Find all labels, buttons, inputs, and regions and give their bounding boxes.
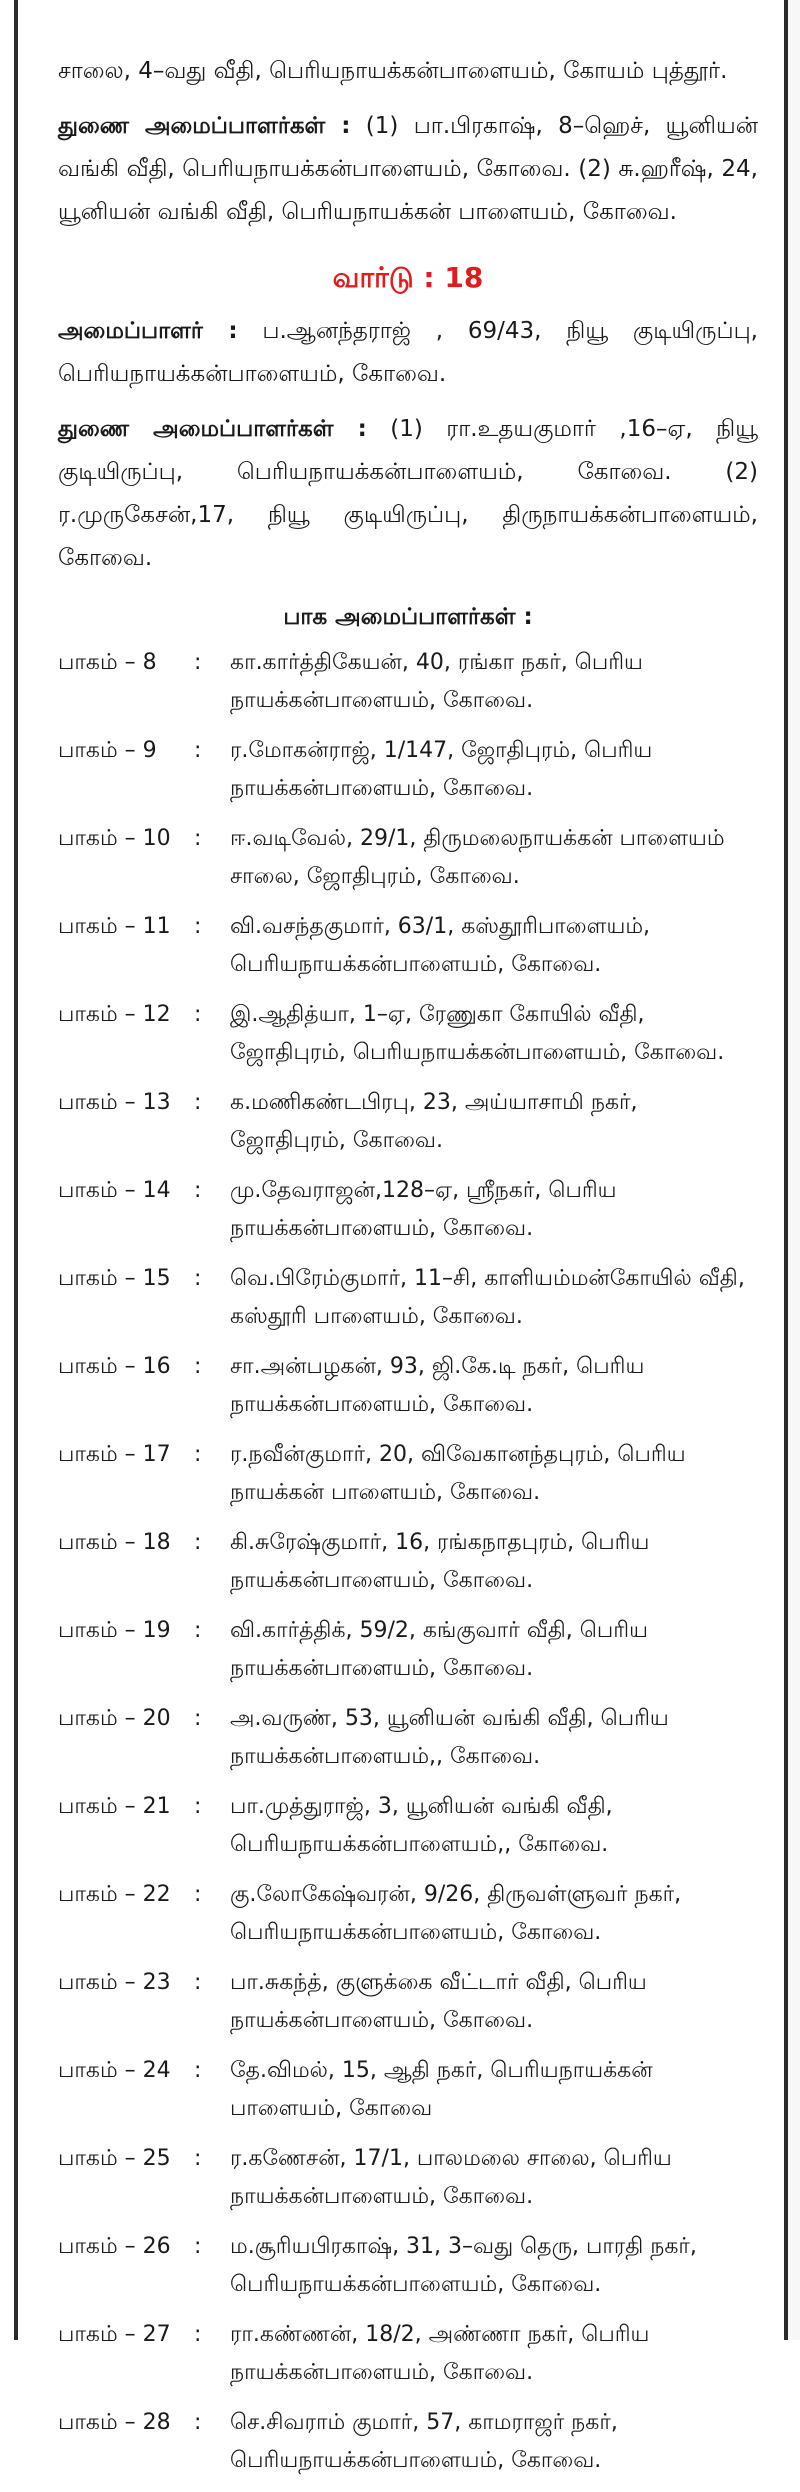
booth-entry [58, 1876, 758, 1952]
booth-entry [58, 2140, 758, 2216]
booth-number: பாகம் – 18 [58, 1530, 171, 1555]
ward17-deputies-text: (1) பா.பிரகாஷ், 8–ஹெச், யூனியன் வங்கி வீதி, பெரியநாயக்கன்பாளையம், கோவை. (2) சு.ஹரீஷ், 24, யூனியன் வங்கி வீதி, பெரியநாயக்கன் பாளையம், கோவை. [58, 113, 758, 225]
booth-address: வி.வசந்தகுமார், 63/1, கஸ்தூரிபாளையம், பெரியநாயக்கன்பாளையம், கோவை. [230, 914, 651, 977]
ward-heading: வார்டு : 18 [332, 261, 484, 294]
booth-colon: : [194, 1530, 202, 1555]
booth-number: பாகம் – 17 [58, 1442, 171, 1467]
booth-address: ம.சூரியபிரகாஷ், 31, 3–வது தெரு, பாரதி நகர், பெரியநாயக்கன்பாளையம், கோவை. [230, 2234, 697, 2297]
booth-entry [58, 2316, 758, 2392]
booth-colon: : [194, 1354, 202, 1379]
booth-address: ஈ.வடிவேல், 29/1, திருமலைநாயக்கன் பாளையம் சாலை, ஜோதிபுரம், கோவை. [230, 826, 725, 889]
right-margin-rule [784, 0, 800, 2340]
booth-entry [58, 1700, 758, 1776]
deputies-paragraph [58, 408, 758, 580]
booth-number: பாகம் – 26 [58, 2234, 171, 2259]
booth-colon: : [194, 2146, 202, 2171]
booth-address: இ.ஆதித்யா, 1–ஏ, ரேணுகா கோயில் வீதி, ஜோதிபுரம், பெரியநாயக்கன்பாளையம், கோவை. [230, 1002, 725, 1065]
deputies-text: (1) ரா.உதயகுமார் ,16–ஏ, நியூ குடியிருப்பு, பெரியநாயக்கன்பாளையம், கோவை. (2) ர.முருகேசன்,17, நியூ குடியிருப்பு, திருநாயக்கன்பாளையம், கோவை. [58, 416, 758, 571]
booth-address: ர.மோகன்ராஜ், 1/147, ஜோதிபுரம், பெரிய நாயக்கன்பாளையம், கோவை. [230, 738, 653, 801]
booth-colon: : [194, 738, 202, 763]
booth-address: அ.வருண், 53, யூனியன் வங்கி வீதி, பெரிய நாயக்கன்பாளையம்,, கோவை. [230, 1706, 669, 1769]
organizer-label: அமைப்பாளர் : [58, 318, 238, 344]
booth-address: சா.அன்பழகன், 93, ஜி.கே.டி நகர், பெரிய நாயக்கன்பாளையம், கோவை. [230, 1354, 645, 1417]
booth-entry [58, 1260, 758, 1336]
ward17-deputies-paragraph [58, 105, 758, 234]
booth-organizers-heading: பாக அமைப்பாளர்கள் : [283, 604, 533, 630]
booth-colon: : [194, 1266, 202, 1291]
booth-address: கு.லோகேஷ்வரன், 9/26, திருவள்ளுவர் நகர், பெரியநாயக்கன்பாளையம், கோவை. [230, 1882, 682, 1945]
booth-number: பாகம் – 11 [58, 914, 171, 939]
booth-number: பாகம் – 13 [58, 1090, 171, 1115]
booth-address: வி.கார்த்திக், 59/2, கங்குவார் வீதி, பெரிய நாயக்கன்பாளையம், கோவை. [230, 1618, 648, 1681]
booth-entry [58, 996, 758, 1072]
booth-colon: : [194, 1618, 202, 1643]
booth-colon: : [194, 2234, 202, 2259]
booth-entry [58, 1612, 758, 1688]
booth-address: ர.கணேசன், 17/1, பாலமலை சாலை, பெரிய நாயக்கன்பாளையம், கோவை. [230, 2146, 672, 2209]
booth-colon: : [194, 1178, 202, 1203]
booth-colon: : [194, 650, 202, 675]
booth-entry [58, 644, 758, 720]
booth-colon: : [194, 1970, 202, 1995]
booth-colon: : [194, 1882, 202, 1907]
booth-entry [58, 2052, 758, 2128]
booth-entry [58, 1788, 758, 1864]
booth-colon: : [194, 1794, 202, 1819]
ward17-deputies-label: துணை அமைப்பாளர்கள் : [58, 113, 351, 139]
booth-number: பாகம் – 23 [58, 1970, 171, 1995]
booth-address: ர.நவீன்குமார், 20, விவேகானந்தபுரம், பெரிய நாயக்கன் பாளையம், கோவை. [230, 1442, 686, 1505]
document-content [58, 0, 758, 2492]
booth-entry [58, 908, 758, 984]
booth-number: பாகம் – 14 [58, 1178, 171, 1203]
intro-paragraph: சாலை, 4–வது வீதி, பெரியநாயக்கன்பாளையம், கோயம் புத்தூர். [58, 58, 728, 84]
booth-number: பாகம் – 20 [58, 1706, 171, 1731]
booth-colon: : [194, 2322, 202, 2347]
booth-colon: : [194, 1442, 202, 1467]
booth-address: பா.முத்துராஜ், 3, யூனியன் வங்கி வீதி, பெரியநாயக்கன்பாளையம்,, கோவை. [230, 1794, 613, 1857]
booth-address: ரா.கண்ணன், 18/2, அண்ணா நகர், பெரிய நாயக்கன்பாளையம், கோவை. [230, 2322, 650, 2385]
booth-number: பாகம் – 27 [58, 2322, 171, 2347]
booth-entry [58, 820, 758, 896]
booth-number: பாகம் – 21 [58, 1794, 171, 1819]
booth-entry [58, 2404, 758, 2480]
booth-colon: : [194, 1090, 202, 1115]
organizer-paragraph [58, 310, 758, 396]
booth-number: பாகம் – 16 [58, 1354, 171, 1379]
booth-number: பாகம் – 12 [58, 1002, 171, 1027]
booth-entry [58, 1084, 758, 1160]
booth-colon: : [194, 2410, 202, 2435]
booth-number: பாகம் – 15 [58, 1266, 171, 1291]
booth-address: வெ.பிரேம்குமார், 11–சி, காளியம்மன்கோயில் வீதி, கஸ்தூரி பாளையம், கோவை. [230, 1266, 745, 1329]
booth-entry [58, 732, 758, 808]
booth-entry [58, 1436, 758, 1512]
booth-address: பா.சுகந்த், குளுக்கை வீட்டார் வீதி, பெரிய நாயக்கன்பாளையம், கோவை. [230, 1970, 647, 2033]
booth-number: பாகம் – 22 [58, 1882, 171, 1907]
booth-number: பாகம் – 19 [58, 1618, 171, 1643]
booth-entry [58, 1172, 758, 1248]
booth-entry [58, 1348, 758, 1424]
booth-address: செ.சிவராம் குமார், 57, காமராஜர் நகர், பெரியநாயக்கன்பாளையம், கோவை. [230, 2410, 618, 2473]
booth-address: தே.விமல், 15, ஆதி நகர், பெரியநாயக்கன் பாளையம், கோவை [230, 2058, 653, 2121]
booth-colon: : [194, 1706, 202, 1731]
booth-address: மு.தேவராஜன்,128–ஏ, ஸ்ரீநகர், பெரிய நாயக்கன்பாளையம், கோவை. [230, 1178, 617, 1241]
booth-number: பாகம் – 28 [58, 2410, 171, 2435]
organizer-text: ப.ஆனந்தராஜ் , 69/43, நியூ குடியிருப்பு, பெரியநாயக்கன்பாளையம், கோவை. [58, 318, 758, 387]
left-margin-rule [0, 0, 18, 2340]
deputies-label: துணை அமைப்பாளர்கள் : [58, 416, 367, 442]
booth-colon: : [194, 826, 202, 851]
booth-address: கி.சுரேஷ்குமார், 16, ரங்கநாதபுரம், பெரிய நாயக்கன்பாளையம், கோவை. [230, 1530, 650, 1593]
booth-colon: : [194, 2058, 202, 2083]
booth-entry [58, 2228, 758, 2304]
booth-address: கா.கார்த்திகேயன், 40, ரங்கா நகர், பெரிய நாயக்கன்பாளையம், கோவை. [230, 650, 643, 713]
booth-number: பாகம் – 24 [58, 2058, 171, 2083]
booth-number: பாகம் – 9 [58, 738, 157, 763]
booth-address: க.மணிகண்டபிரபு, 23, அய்யாசாமி நகர், ஜோதிபுரம், கோவை. [230, 1090, 638, 1153]
booth-entry [58, 1524, 758, 1600]
booth-number: பாகம் – 8 [58, 650, 157, 675]
booth-entry [58, 1964, 758, 2040]
booth-list [58, 644, 758, 2480]
booth-number: பாகம் – 10 [58, 826, 171, 851]
booth-colon: : [194, 1002, 202, 1027]
booth-colon: : [194, 914, 202, 939]
booth-number: பாகம் – 25 [58, 2146, 171, 2171]
